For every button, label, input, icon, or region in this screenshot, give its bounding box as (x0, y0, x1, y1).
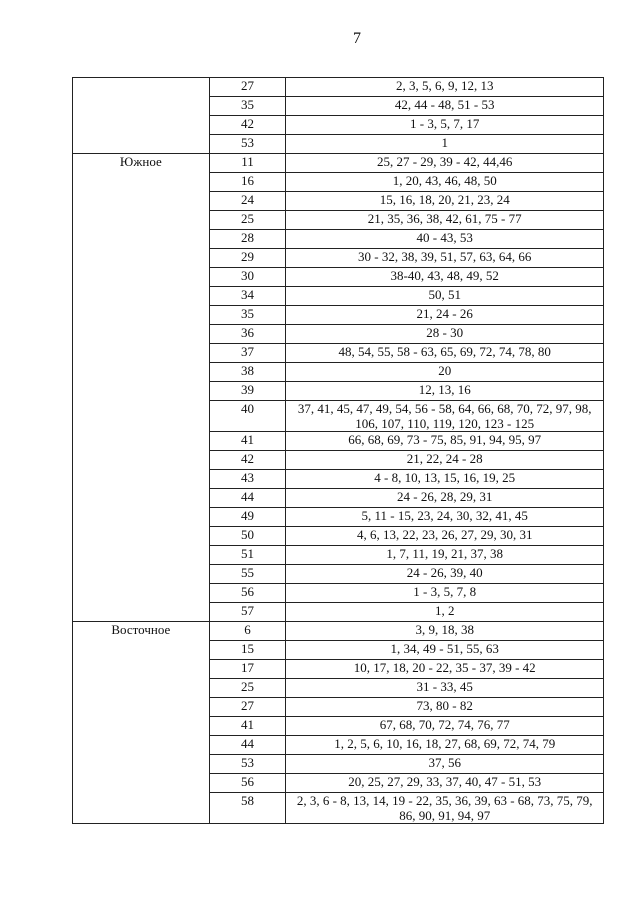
data-table (72, 77, 604, 824)
number-cell: 41 (209, 717, 286, 736)
number-cell: 44 (209, 736, 286, 755)
values-cell: 50, 51 (286, 287, 604, 306)
number-cell: 6 (209, 622, 286, 641)
group-name-cell: Южное (73, 154, 210, 622)
number-cell: 17 (209, 660, 286, 679)
number-cell: 56 (209, 774, 286, 793)
number-cell: 38 (209, 363, 286, 382)
values-cell: 40 - 43, 53 (286, 230, 604, 249)
number-cell: 49 (209, 508, 286, 527)
values-cell: 38-40, 43, 48, 49, 52 (286, 268, 604, 287)
number-cell: 53 (209, 755, 286, 774)
values-cell: 28 - 30 (286, 325, 604, 344)
values-cell: 1 - 3, 5, 7, 8 (286, 584, 604, 603)
number-cell: 44 (209, 489, 286, 508)
values-cell: 37, 41, 45, 47, 49, 54, 56 - 58, 64, 66, 68, 70, 72, 97, 98, 106, 107, 110, 119, 120, 123 - 125 (286, 401, 604, 432)
number-cell: 15 (209, 641, 286, 660)
number-cell: 24 (209, 192, 286, 211)
values-cell: 12, 13, 16 (286, 382, 604, 401)
number-cell: 25 (209, 679, 286, 698)
number-cell: 29 (209, 249, 286, 268)
number-cell: 57 (209, 603, 286, 622)
values-cell: 20, 25, 27, 29, 33, 37, 40, 47 - 51, 53 (286, 774, 604, 793)
values-cell: 2, 3, 5, 6, 9, 12, 13 (286, 78, 604, 97)
number-cell: 37 (209, 344, 286, 363)
number-cell: 28 (209, 230, 286, 249)
values-cell: 37, 56 (286, 755, 604, 774)
page-number: 7 (353, 30, 361, 47)
values-cell: 24 - 26, 39, 40 (286, 565, 604, 584)
values-cell: 67, 68, 70, 72, 74, 76, 77 (286, 717, 604, 736)
values-cell: 3, 9, 18, 38 (286, 622, 604, 641)
values-cell: 42, 44 - 48, 51 - 53 (286, 97, 604, 116)
values-cell: 5, 11 - 15, 23, 24, 30, 32, 41, 45 (286, 508, 604, 527)
values-cell: 1 - 3, 5, 7, 17 (286, 116, 604, 135)
values-cell: 25, 27 - 29, 39 - 42, 44,46 (286, 154, 604, 173)
number-cell: 39 (209, 382, 286, 401)
number-cell: 50 (209, 527, 286, 546)
group-name-cell: Восточное (73, 622, 210, 824)
values-cell: 2, 3, 6 - 8, 13, 14, 19 - 22, 35, 36, 39, 63 - 68, 73, 75, 79, 86, 90, 91, 94, 97 (286, 793, 604, 824)
group-name-cell (73, 78, 210, 154)
values-cell: 4, 6, 13, 22, 23, 26, 27, 29, 30, 31 (286, 527, 604, 546)
number-cell: 58 (209, 793, 286, 824)
number-cell: 27 (209, 698, 286, 717)
values-cell: 21, 24 - 26 (286, 306, 604, 325)
values-cell: 4 - 8, 10, 13, 15, 16, 19, 25 (286, 470, 604, 489)
values-cell: 31 - 33, 45 (286, 679, 604, 698)
values-cell: 21, 35, 36, 38, 42, 61, 75 - 77 (286, 211, 604, 230)
table-row (73, 78, 604, 97)
number-cell: 56 (209, 584, 286, 603)
number-cell: 34 (209, 287, 286, 306)
values-cell: 1, 2 (286, 603, 604, 622)
number-cell: 43 (209, 470, 286, 489)
number-cell: 51 (209, 546, 286, 565)
values-cell: 66, 68, 69, 73 - 75, 85, 91, 94, 95, 97 (286, 432, 604, 451)
values-cell: 15, 16, 18, 20, 21, 23, 24 (286, 192, 604, 211)
number-cell: 40 (209, 401, 286, 432)
number-cell: 16 (209, 173, 286, 192)
values-cell: 10, 17, 18, 20 - 22, 35 - 37, 39 - 42 (286, 660, 604, 679)
values-cell: 30 - 32, 38, 39, 51, 57, 63, 64, 66 (286, 249, 604, 268)
values-cell: 1, 20, 43, 46, 48, 50 (286, 173, 604, 192)
values-cell: 48, 54, 55, 58 - 63, 65, 69, 72, 74, 78, 80 (286, 344, 604, 363)
values-cell: 1, 34, 49 - 51, 55, 63 (286, 641, 604, 660)
values-cell: 1 (286, 135, 604, 154)
number-cell: 30 (209, 268, 286, 287)
table-row (73, 622, 604, 641)
number-cell: 25 (209, 211, 286, 230)
values-cell: 73, 80 - 82 (286, 698, 604, 717)
values-cell: 1, 7, 11, 19, 21, 37, 38 (286, 546, 604, 565)
number-cell: 35 (209, 306, 286, 325)
number-cell: 41 (209, 432, 286, 451)
number-cell: 53 (209, 135, 286, 154)
number-cell: 27 (209, 78, 286, 97)
values-cell: 20 (286, 363, 604, 382)
table-body (73, 78, 604, 824)
number-cell: 11 (209, 154, 286, 173)
table-row (73, 154, 604, 173)
number-cell: 35 (209, 97, 286, 116)
values-cell: 1, 2, 5, 6, 10, 16, 18, 27, 68, 69, 72, 74, 79 (286, 736, 604, 755)
number-cell: 42 (209, 451, 286, 470)
number-cell: 42 (209, 116, 286, 135)
values-cell: 21, 22, 24 - 28 (286, 451, 604, 470)
number-cell: 55 (209, 565, 286, 584)
number-cell: 36 (209, 325, 286, 344)
values-cell: 24 - 26, 28, 29, 31 (286, 489, 604, 508)
